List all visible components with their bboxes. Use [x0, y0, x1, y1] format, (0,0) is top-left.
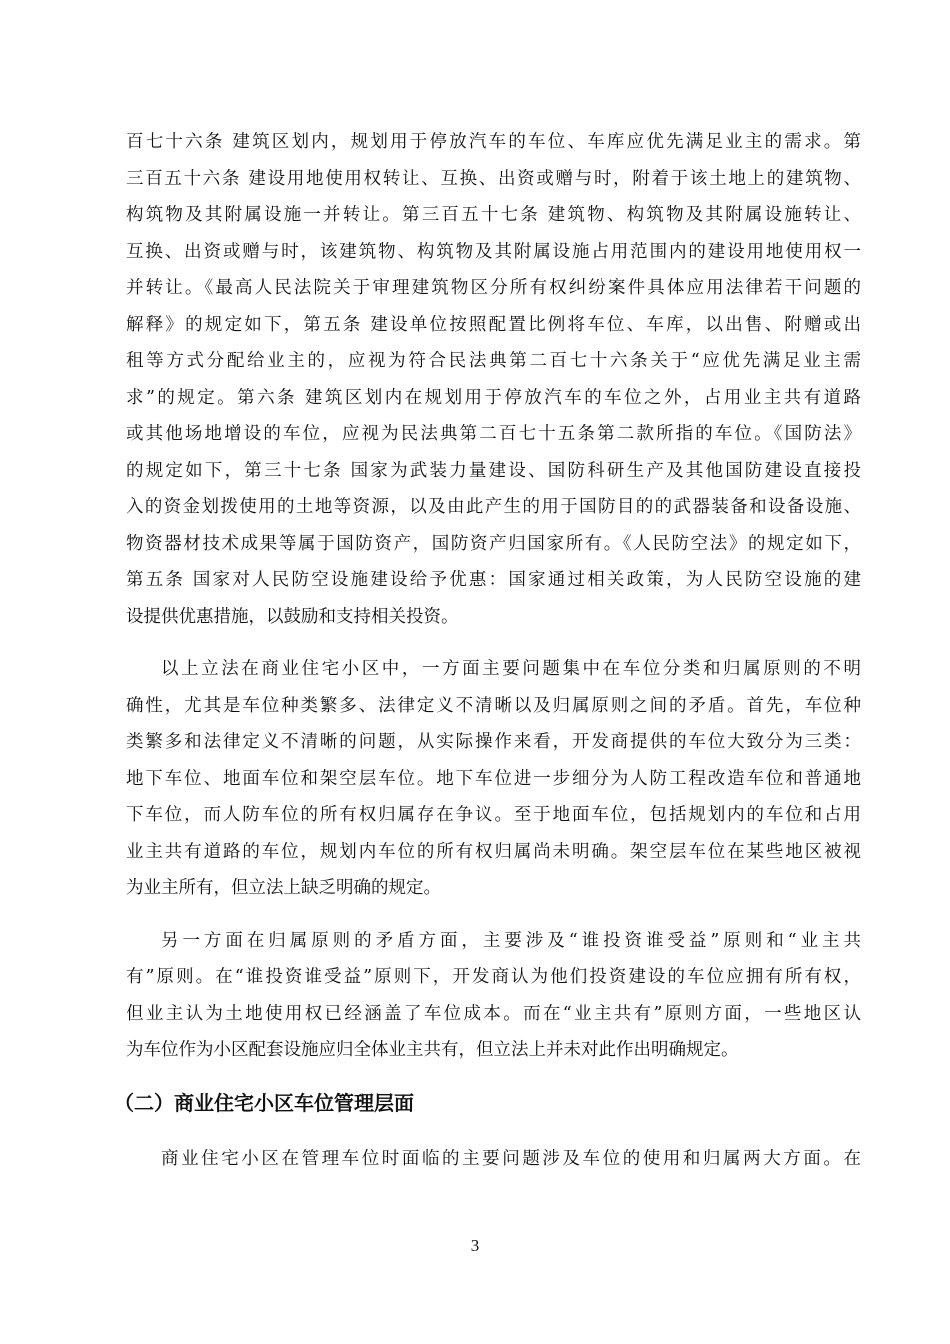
text-line: 互换、出资或赠与时，该建筑物、构筑物及其附属设施占用范围内的建设用地使用权一: [126, 241, 861, 262]
text-line: 三百五十六条 建设用地使用权转让、互换、出资或赠与时，附着于该土地上的建筑物、: [126, 168, 861, 189]
paragraph-management-issues: [126, 1141, 861, 1178]
paragraph-legal-provisions: [126, 124, 861, 635]
text-line: 并转让。《最高人民法院关于审理建筑物区分所有权纠纷案件具体应用法律若干问题的: [126, 278, 861, 298]
text-line: 百七十六条 建筑区划内，规划用于停放汽车的车位、车库应优先满足业主的需求。第: [126, 132, 861, 152]
page-number: 3: [470, 1236, 480, 1255]
text-line: 类繁多和法律定义不清晰的问题，从实际操作来看，开发商提供的车位大致分为三类：: [126, 732, 861, 752]
paragraph-spacing: [126, 907, 861, 923]
text-line: 入的资金划拨使用的土地等资源，以及由此产生的用于国防目的的武器装备和设备设施、: [126, 497, 861, 517]
text-line: 下车位，而人防车位的所有权归属存在争议。至于地面车位，包括规划内的车位和占用: [126, 805, 861, 825]
text-line: 以上立法在商业住宅小区中，一方面主要问题集中在车位分类和归属原则的不明: [161, 659, 861, 679]
text-line: 设提供优惠措施，以鼓励和支持相关投资。: [126, 606, 459, 627]
paragraph-ownership-principles: [126, 923, 861, 1069]
text-line: 业主共有道路的车位，规划内车位的所有权归属尚未明确。架空层车位在某些地区被视: [126, 841, 861, 862]
text-line: 租等方式分配给业主的，应视为符合民法典第二百七十六条关于“应优先满足业主需: [126, 351, 861, 371]
text-line: 商业住宅小区在管理车位时面临的主要问题涉及车位的使用和归属两大方面。在: [161, 1148, 861, 1169]
text-line: 或其他场地增设的车位，应视为民法典第二百七十五条第二款所指的车位。《国防法》: [126, 424, 861, 444]
document-body: [114, 124, 861, 1177]
text-line: 有”原则。在“谁投资谁受益”原则下，开发商认为他们投资建设的车位应拥有所有权，: [126, 967, 861, 987]
text-line: 为业主所有，但立法上缺乏明确的规定。: [126, 878, 441, 898]
text-line: 求”的规定。第六条 建筑区划内在规划用于停放汽车的车位之外，占用业主共有道路: [126, 387, 861, 408]
text-line: 第五条 国家对人民防空设施建设给予优惠：国家通过相关政策，为人民防空设施的建: [126, 570, 861, 590]
heading-spacing: [126, 1123, 861, 1141]
section-heading: （二）商业住宅小区车位管理层面: [114, 1090, 414, 1115]
text-line: 另一方面在归属原则的矛盾方面，主要涉及“谁投资谁受益”原则和“业主共: [161, 930, 861, 951]
text-line: 的规定如下，第三十七条 国家为武装力量建设、国防科研生产及其他国防建设直接投: [126, 460, 861, 481]
heading-spacing: [126, 1069, 861, 1083]
text-line: 构筑物及其附属设施一并转让。第三百五十七条 建筑物、构筑物及其附属设施转让、: [126, 205, 861, 225]
text-line: 解释》的规定如下，第五条 建设单位按照配置比例将车位、车库，以出售、附赠或出: [126, 314, 861, 335]
text-line: 地下车位、地面车位和架空层车位。地下车位进一步细分为人防工程改造车位和普通地: [126, 768, 861, 789]
text-line: 确性，尤其是车位种类繁多、法律定义不清晰以及归属原则之间的矛盾。首先，车位种: [126, 695, 861, 716]
text-line: 物资器材技术成果等属于国防资产，国防资产归国家所有。《人民防空法》的规定如下，: [126, 533, 861, 554]
text-line: 为车位作为小区配套设施应归全体业主共有，但立法上并未对此作出明确规定。: [126, 1040, 739, 1060]
text-line: 但业主认为土地使用权已经涵盖了车位成本。而在“业主共有”原则方面，一些地区认: [126, 1003, 861, 1024]
paragraph-classification-issues: [126, 651, 861, 907]
paragraph-spacing: [126, 635, 861, 651]
